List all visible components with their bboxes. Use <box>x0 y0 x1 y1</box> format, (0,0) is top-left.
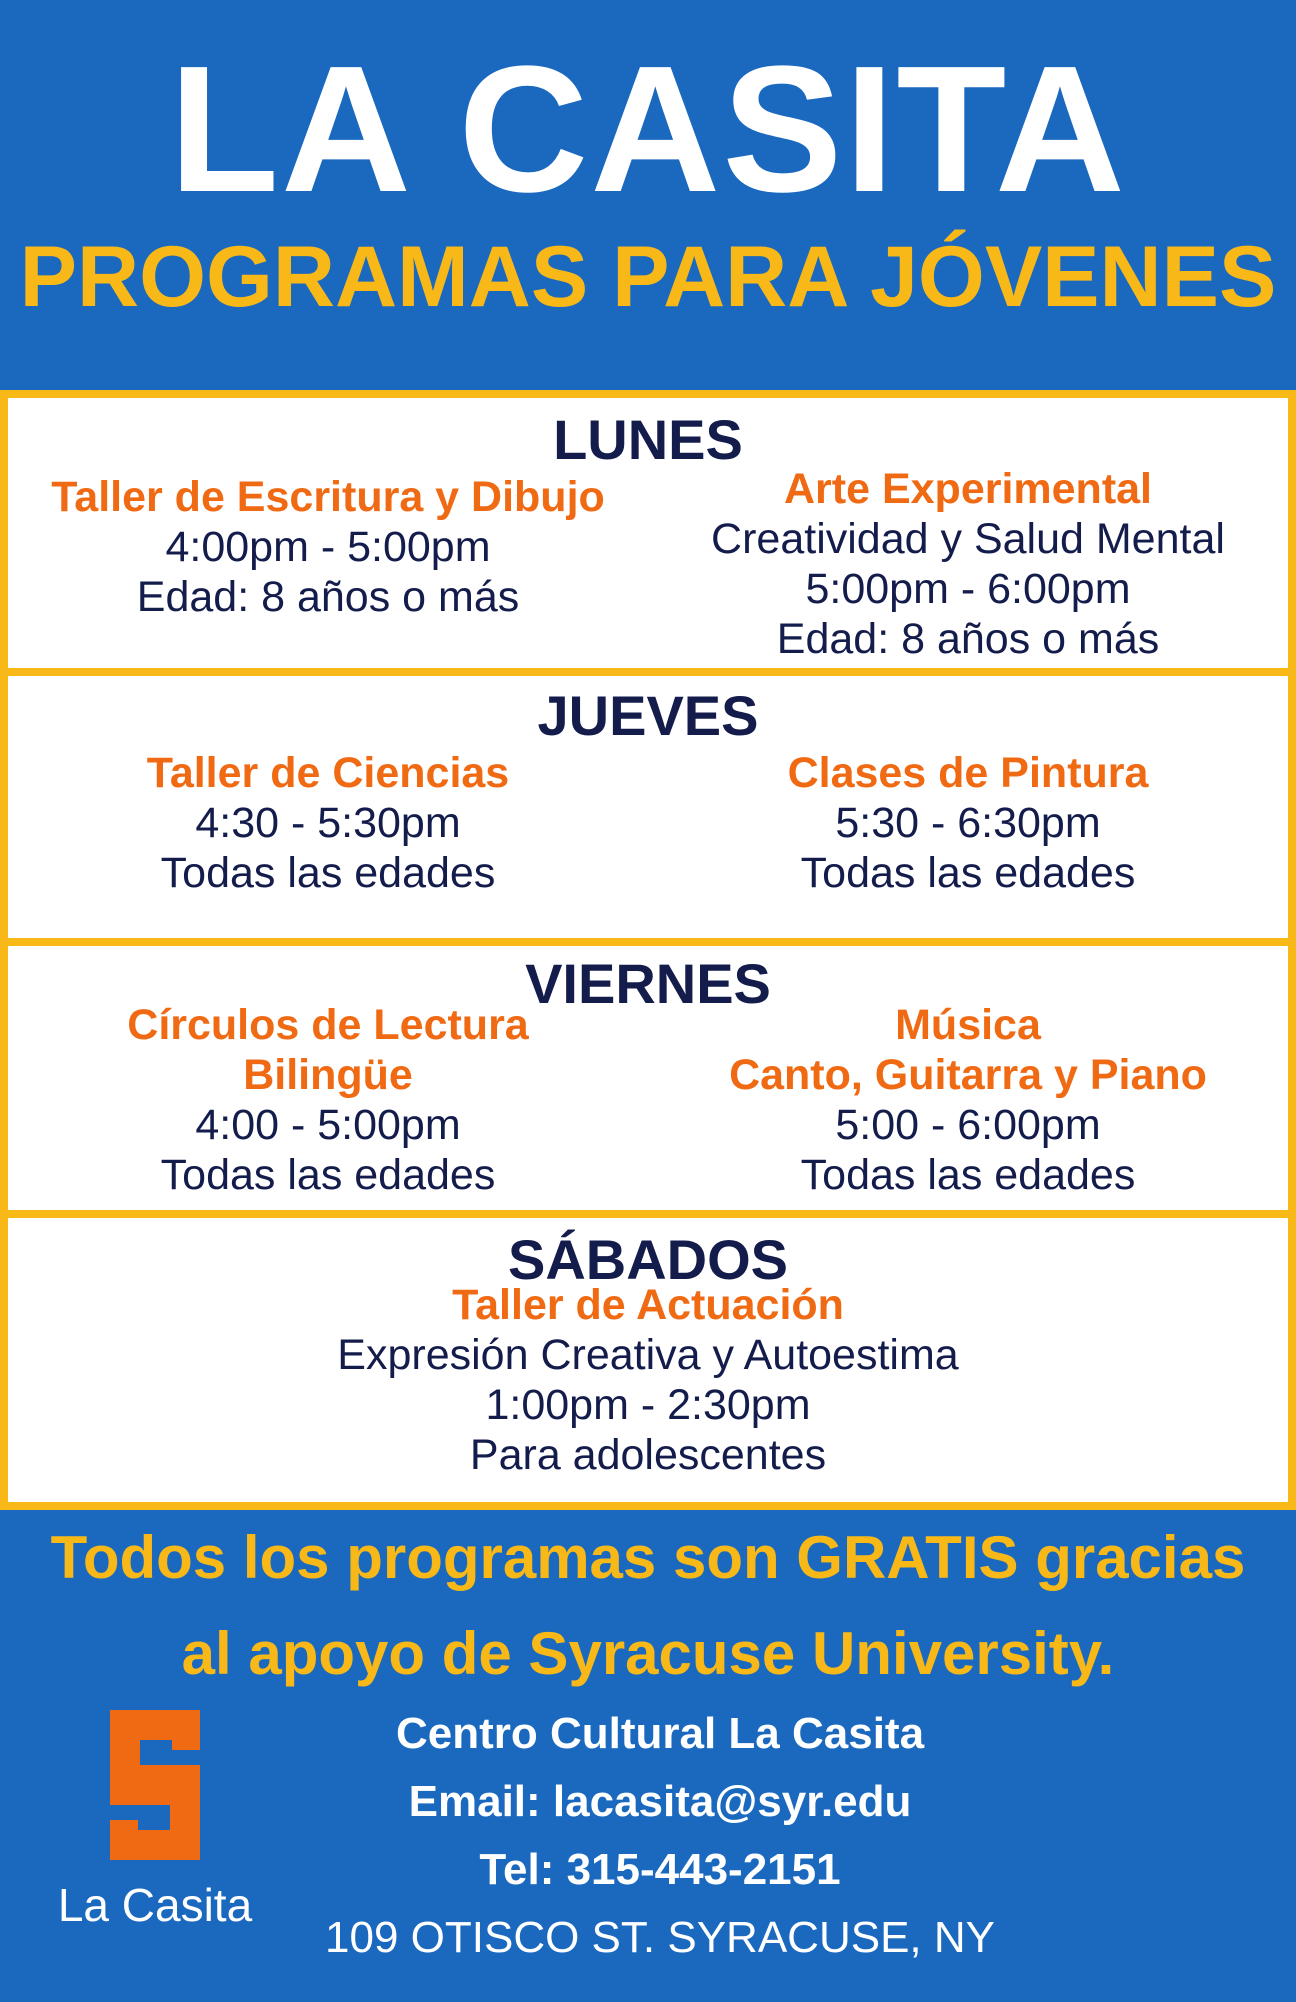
program-name-line1: Círculos de Lectura <box>127 1001 529 1049</box>
program-age: Para adolescentes <box>469 1431 827 1479</box>
program-time: 4:30 - 5:30pm <box>195 799 461 847</box>
program-age: Todas las edades <box>160 849 496 897</box>
program-time: 5:30 - 6:30pm <box>835 799 1101 847</box>
program-block <box>8 1280 1288 1480</box>
program-block <box>658 1000 1278 1200</box>
program-name-line2: Bilingüe <box>243 1051 413 1099</box>
program-age: Todas las edades <box>160 1151 496 1199</box>
free-programs-note <box>0 1510 1296 1702</box>
day-section-viernes <box>8 938 1288 1210</box>
page-title: LA CASITA <box>169 29 1127 230</box>
program-name: Taller de Ciencias <box>146 749 510 797</box>
program-block <box>658 464 1278 664</box>
program-time: 5:00 - 6:00pm <box>835 1101 1101 1149</box>
day-title: JUEVES <box>537 684 759 747</box>
contact-info <box>300 1700 1020 1972</box>
program-description: Creatividad y Salud Mental <box>711 515 1225 563</box>
email-text[interactable]: Email: lacasita@syr.edu <box>408 1777 912 1826</box>
phone-text[interactable]: Tel: 315-443-2151 <box>479 1845 841 1894</box>
program-age: Edad: 8 años o más <box>136 573 520 621</box>
program-time: 4:00pm - 5:00pm <box>165 523 491 571</box>
program-block <box>18 472 638 622</box>
day-title: VIERNES <box>525 952 771 1015</box>
logo <box>40 1710 270 1960</box>
program-description: Expresión Creativa y Autoestima <box>337 1331 959 1379</box>
day-title: SÁBADOS <box>507 1228 789 1291</box>
program-age: Edad: 8 años o más <box>776 615 1160 663</box>
day-section-jueves <box>8 668 1288 938</box>
program-age: Todas las edades <box>800 849 1136 897</box>
program-age: Todas las edades <box>800 1151 1136 1199</box>
schedule-box <box>0 390 1296 1510</box>
note-line-1: Todos los programas son GRATIS gracias <box>50 1524 1246 1591</box>
day-section-lunes <box>8 390 1288 668</box>
program-name-line1: Música <box>895 1001 1041 1049</box>
program-block <box>18 748 638 898</box>
program-block <box>658 748 1278 898</box>
address-text: 109 OTISCO ST. SYRACUSE, NY <box>325 1913 995 1962</box>
program-time: 4:00 - 5:00pm <box>195 1101 461 1149</box>
program-name: Taller de Escritura y Dibujo <box>51 473 605 521</box>
page-subtitle: PROGRAMAS PARA JÓVENES <box>19 229 1277 325</box>
header <box>0 0 1296 390</box>
syracuse-s-logo-icon <box>100 1710 210 1860</box>
program-name: Taller de Actuación <box>452 1281 844 1329</box>
program-time: 5:00pm - 6:00pm <box>805 565 1131 613</box>
program-name: Arte Experimental <box>783 465 1153 513</box>
program-name-line2: Canto, Guitarra y Piano <box>729 1051 1207 1099</box>
logo-text: La Casita <box>57 1879 253 1931</box>
day-section-sabados <box>8 1210 1288 1510</box>
day-title: LUNES <box>553 408 743 471</box>
program-block <box>18 1000 638 1200</box>
program-time: 1:00pm - 2:30pm <box>485 1381 811 1429</box>
note-line-2: al apoyo de Syracuse University. <box>181 1620 1115 1687</box>
center-name: Centro Cultural La Casita <box>395 1709 925 1758</box>
program-name: Clases de Pintura <box>787 749 1149 797</box>
